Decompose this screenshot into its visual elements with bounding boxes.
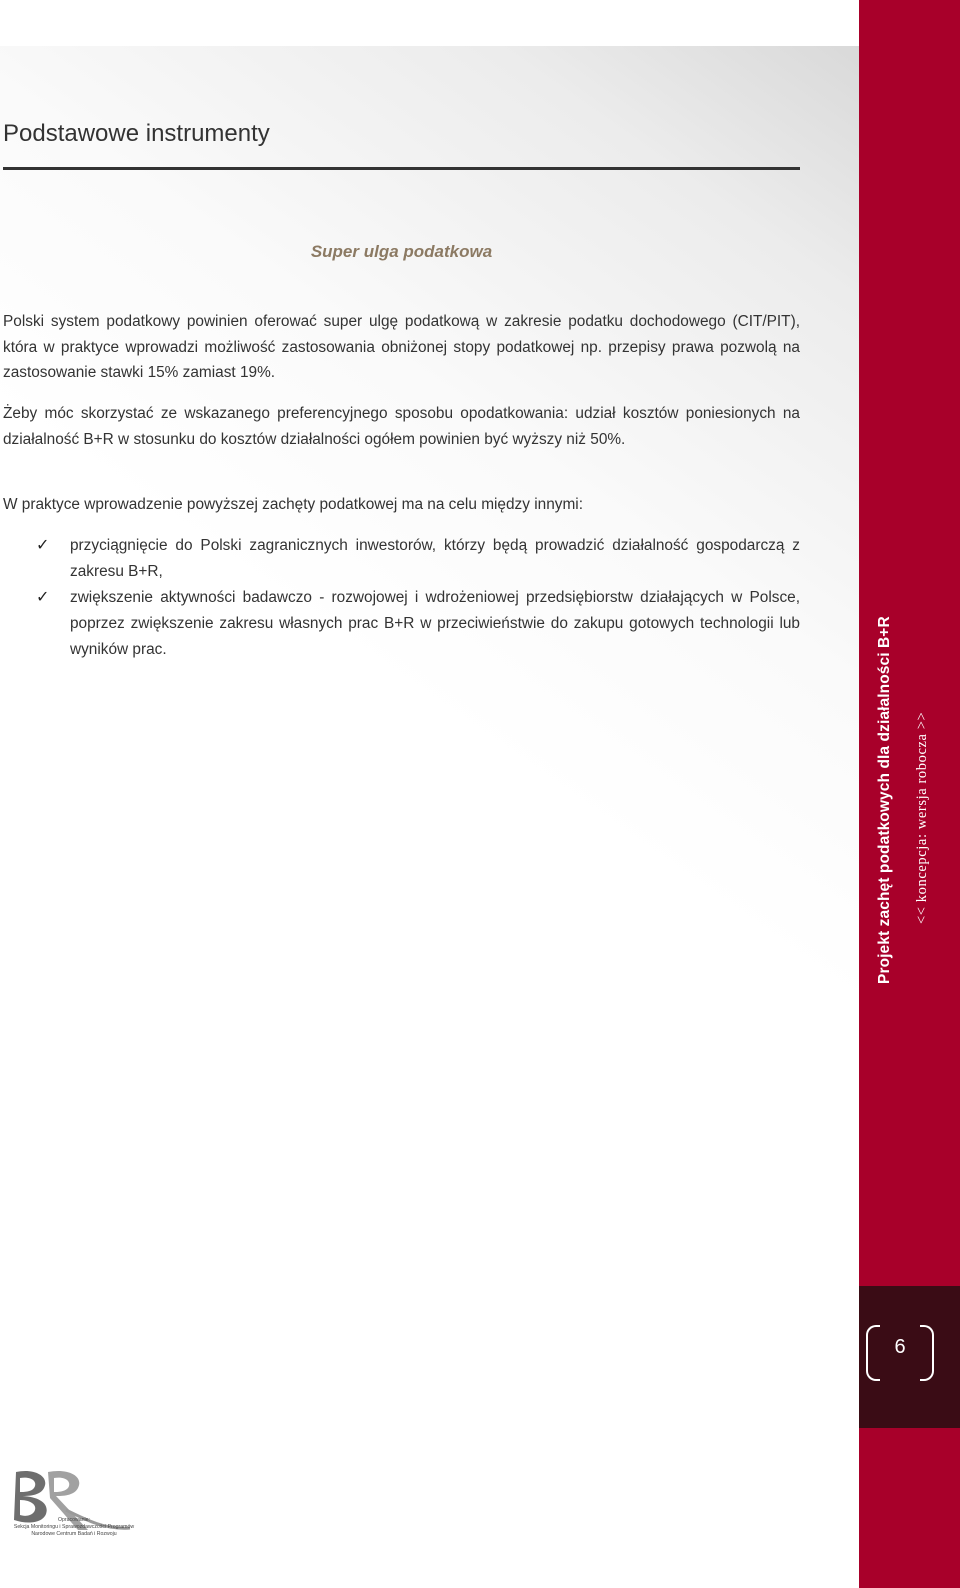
page-title: Podstawowe instrumenty: [3, 120, 270, 147]
sidebar-title: Projekt zachęt podatkowych dla działalności B+R: [876, 616, 893, 984]
list-item-text: przyciągnięcie do Polski zagranicznych inwestorów, którzy będą prowadzić działalność gospodarczą z zakresu B+R,: [70, 537, 800, 580]
goals-list: [36, 533, 800, 663]
page-background: [0, 46, 860, 1588]
paragraph-2: Żeby móc skorzystać ze wskazanego preferencyjnego sposobu opodatkowania: udział kosztów poniesionych na działalność B+R w stosunku do kosztów działalności ogółem powinien być wyższy niż 50%.: [3, 405, 800, 448]
left-bracket-icon: [866, 1325, 880, 1381]
check-mark-icon: ✓: [36, 537, 50, 554]
logo-caption-label: Opracowanie:: [57, 1517, 90, 1523]
list-item: [36, 585, 800, 663]
list-item: [36, 533, 800, 585]
page-number: 6: [894, 1336, 906, 1358]
logo-caption-line1: Sekcja Monitoringu i Sprawozdawczości Programów: [13, 1524, 135, 1530]
title-divider: [3, 167, 800, 170]
right-bracket-icon: [920, 1325, 934, 1381]
check-mark-icon: ✓: [36, 589, 50, 606]
br-logo: [6, 1470, 141, 1550]
sidebar-subtitle: << koncepcja: wersja robocza >>: [914, 711, 930, 924]
list-item-text: zwiększenie aktywności badawczo - rozwojowej i wdrożeniowej przedsiębiorstw działających w Polsce, poprzez zwiększenie zakresu własnych prac B+R w przeciwieństwie do zakupu gotowych technologii lub wyników prac.: [70, 589, 800, 658]
logo-caption: [4, 1517, 144, 1538]
paragraph-1: Polski system podatkowy powinien oferować super ulgę podatkową w zakresie podatku dochodowego (CIT/PIT), która w praktyce wprowadzi możliwość zastosowania obniżonej stopy podatkowej np. przepisy prawa pozwolą na zastosowanie stawki 15% zamiast 19%.: [3, 313, 800, 381]
logo-caption-line2: Narodowe Centrum Badań i Rozwoju: [31, 1531, 117, 1537]
section-heading: Super ulga podatkowa: [310, 242, 493, 261]
paragraph-3: W praktyce wprowadzenie powyższej zachęty podatkowej ma na celu między innymi:: [3, 496, 583, 513]
top-margin: [0, 0, 860, 46]
